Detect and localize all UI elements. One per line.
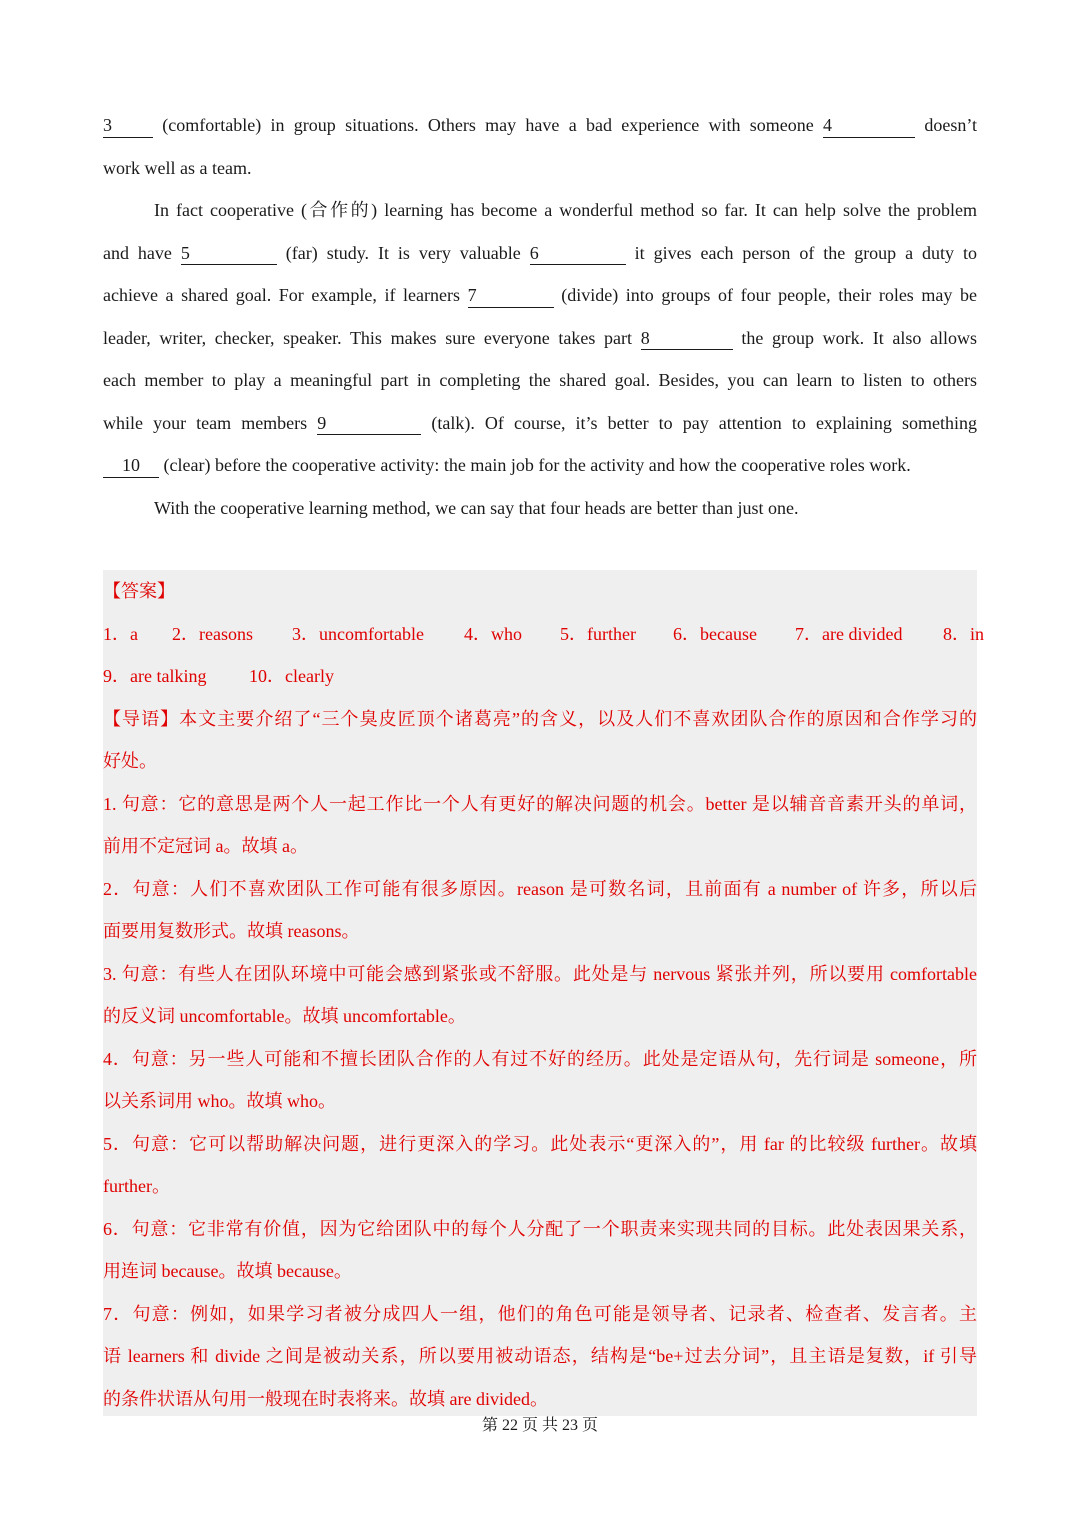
blank-5: 5	[181, 232, 277, 275]
explanation-line: 好处。	[103, 751, 157, 771]
passage-line	[103, 444, 977, 487]
answer-item: 10．clearly	[249, 666, 334, 686]
explanation-line: 语 learners 和 divide 之间是被动关系，所以要用被动语态，结构是“be+过去分词”，且主语是复数，if 引导	[103, 1346, 977, 1366]
explanation-line: 前用不定冠词 a。故填 a。	[103, 836, 308, 856]
blank-7: 7	[468, 274, 554, 317]
passage-line: work well as a team.	[103, 157, 252, 178]
answer-item: 2．reasons	[172, 623, 253, 644]
passage-text: the group work. It also allows	[732, 327, 977, 348]
passage-text: (far) study. It is very valuable	[276, 242, 530, 263]
passage-line: each member to play a meaningful part in completing the shared goal. Besides, you can learn to listen to others	[103, 370, 977, 390]
blank-9: 9	[317, 402, 421, 445]
passage-line	[103, 274, 977, 317]
answer-row-2	[103, 655, 977, 698]
answer-item: 5．further	[560, 623, 636, 644]
passage-text: while your team members	[103, 412, 318, 433]
passage	[103, 104, 977, 529]
answer-item: 6．because	[673, 623, 757, 644]
explanation-line: 2．句意：人们不喜欢团队工作可能有很多原因。reason 是可数名词，且前面有 a number of 许多，所以后	[103, 878, 977, 899]
explanation-line: 以关系词用 who。故填 who。	[103, 1091, 336, 1111]
answer-item: 7．are divided	[795, 623, 903, 644]
explanation-line: 6．句意：它非常有价值，因为它给团队中的每个人分配了一个职责来实现共同的目标。此处表因果关系，	[103, 1218, 977, 1239]
answer-title: 【答案】	[103, 581, 175, 601]
passage-text: doesn’t	[915, 115, 977, 135]
passage-line: With the cooperative learning method, we can say that four heads are better than just one.	[154, 497, 799, 518]
explanation-line: 5．句意：它可以帮助解决问题，进行更深入的学习。此处表示“更深入的”，用 far 的比较级 further。故填	[103, 1133, 977, 1154]
answer-item: 9．are talking	[103, 666, 207, 686]
explanation-line: further。	[103, 1176, 170, 1196]
explanation-line: 3. 句意：有些人在团队环境中可能会感到紧张或不舒服。此处是与 nervous 紧张并列，所以要用 comfortable	[103, 963, 977, 984]
passage-text: (clear) before the cooperative activity: the main job for the activity and how the cooperative roles work.	[159, 455, 911, 475]
passage-line	[103, 232, 977, 275]
passage-text: leader, writer, checker, speaker. This makes sure everyone takes part	[103, 327, 641, 348]
answer-item: 4．who	[464, 623, 522, 644]
passage-line	[103, 402, 977, 445]
explanation-line: 的反义词 uncomfortable。故填 uncomfortable。	[103, 1006, 466, 1026]
blank-6: 6	[530, 232, 626, 275]
passage-text: (divide) into groups of four people, their roles may be	[553, 285, 977, 305]
blank-10: 10	[103, 444, 159, 487]
passage-text: and have	[103, 242, 181, 263]
answer-item: 1．a	[103, 623, 138, 644]
answer-item: 8．in	[943, 623, 985, 644]
answer-row-1	[103, 613, 985, 656]
passage-line: In fact cooperative (合作的) learning has become a wonderful method so far. It can help solve the problem	[154, 200, 977, 220]
blank-8: 8	[641, 317, 733, 360]
answer-section	[103, 570, 985, 1416]
explanation-line: 面要用复数形式。故填 reasons。	[103, 921, 360, 941]
blank-4: 4	[823, 104, 915, 147]
passage-text: (comfortable) in group situations. Others may have a bad experience with someone	[153, 115, 824, 135]
passage-line	[103, 317, 977, 360]
explanation-line: 【导语】本文主要介绍了“三个臭皮匠顶个诸葛亮”的含义，以及人们不喜欢团队合作的原因和合作学习的	[103, 708, 977, 729]
passage-line	[103, 104, 977, 147]
passage-text: (talk). Of course, it’s better to pay attention to explaining something	[421, 412, 977, 433]
explanation-line: 用连词 because。故填 because。	[103, 1261, 352, 1281]
explanation-line: 4．句意：另一些人可能和不擅长团队合作的人有过不好的经历。此处是定语从句，先行词是 someone，所	[103, 1048, 977, 1069]
blank-3: 3	[103, 104, 153, 147]
explanation-line: 的条件状语从句用一般现在时表将来。故填 are divided。	[103, 1388, 548, 1409]
explanation-line: 1. 句意：它的意思是两个人一起工作比一个人有更好的解决问题的机会。better 是以辅音音素开头的单词，	[103, 793, 977, 814]
passage-text: achieve a shared goal. For example, if learners	[103, 285, 468, 305]
passage-text: it gives each person of the group a duty to	[625, 242, 977, 263]
answer-item: 3．uncomfortable	[292, 623, 424, 644]
explanation-line: 7．句意：例如，如果学习者被分成四人一组，他们的角色可能是领导者、记录者、检查者、发言者。主	[103, 1303, 977, 1324]
page-footer: 第 22 页 共 23 页	[481, 1417, 598, 1434]
